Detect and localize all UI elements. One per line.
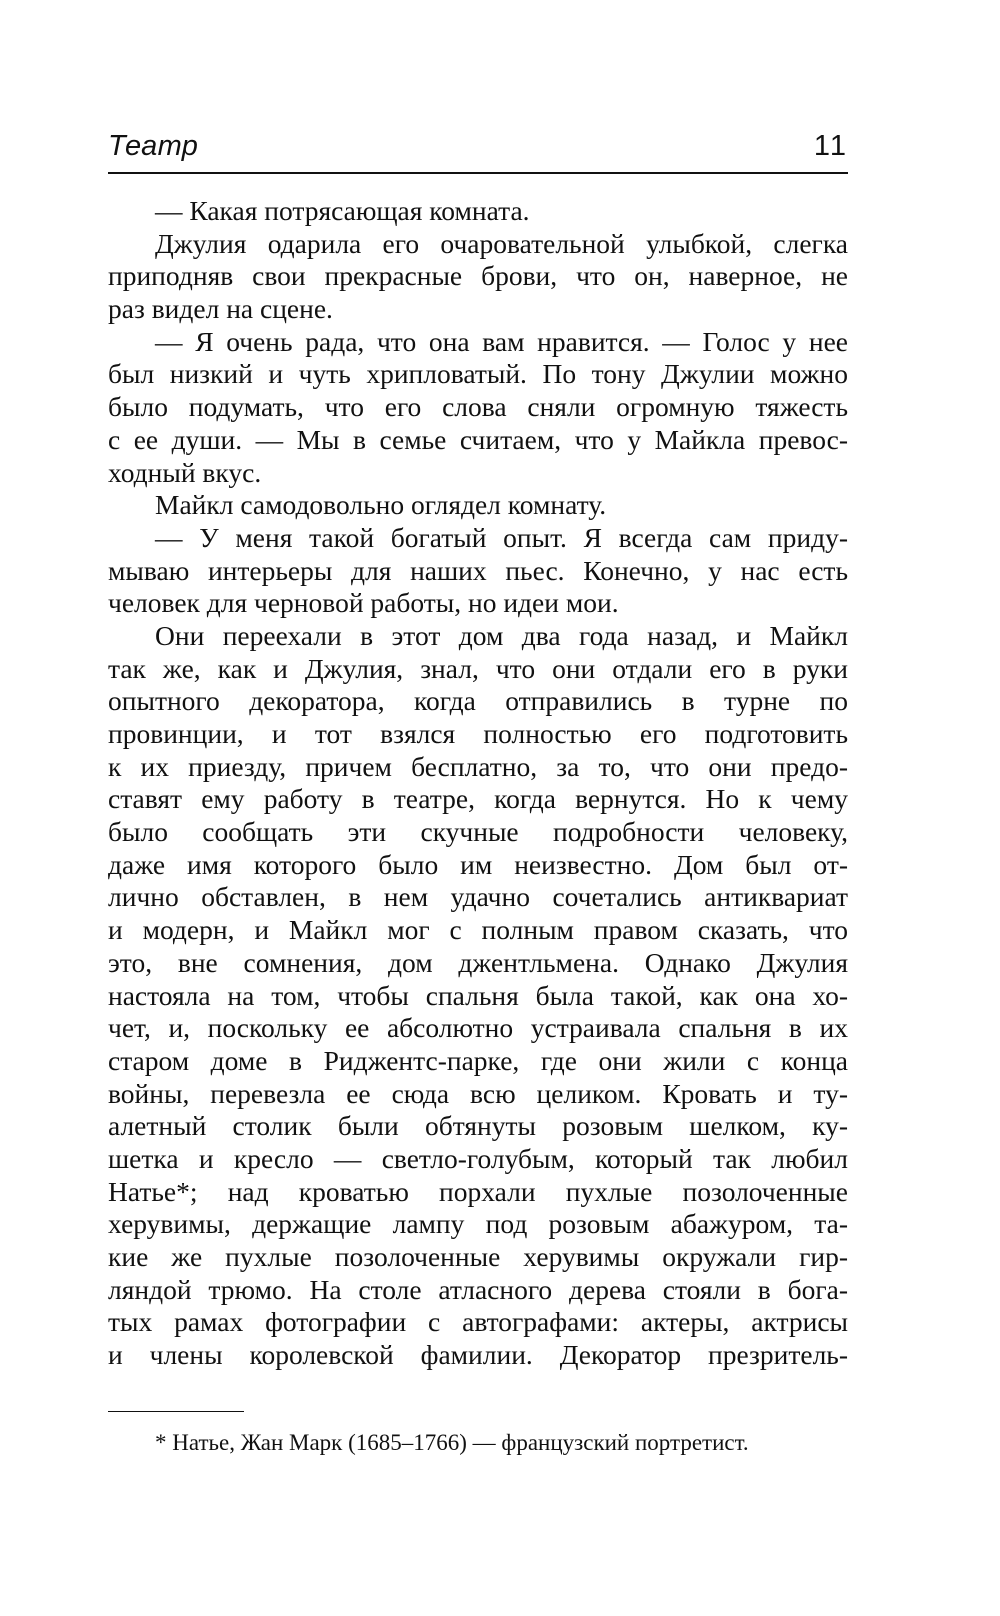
body-text bbox=[108, 195, 848, 1372]
text-line: раз видел на сцене. bbox=[108, 293, 333, 325]
book-title: Театр bbox=[108, 130, 199, 162]
text-line: тых рамах фотографии с автографами: актеры, актрисы bbox=[108, 1306, 848, 1338]
text-line: Майкл самодовольно оглядел комнату. bbox=[155, 489, 607, 521]
running-header bbox=[108, 128, 848, 174]
footnote-divider bbox=[108, 1411, 244, 1412]
text-line: — Я очень рада, что она вам нравится. — Голос у нее bbox=[155, 325, 848, 357]
text-line: ставят ему работу в театре, когда вернутся. Но к чему bbox=[108, 783, 848, 815]
text-line: и члены королевской фамилии. Декоратор презритель- bbox=[108, 1339, 848, 1371]
text-line: это, вне сомнения, дом джентльмена. Однако Джулия bbox=[108, 946, 848, 978]
text-line: и модерн, и Майкл мог с полным правом сказать, что bbox=[108, 914, 848, 946]
text-line: к их приезду, причем бесплатно, за то, что они предо- bbox=[108, 750, 848, 782]
text-line: с ее души. — Мы в семье считаем, что у Майкла превос- bbox=[108, 423, 848, 455]
text-line: Они переехали в этот дом два года назад, и Майкл bbox=[155, 619, 848, 651]
text-line: был низкий и чуть хрипловатый. По тону Джулии можно bbox=[108, 358, 848, 390]
text-line: провинции, и тот взялся полностью его подготовить bbox=[108, 718, 848, 749]
text-line: Натье*; над кроватью порхали пухлые позолоченные bbox=[108, 1175, 848, 1207]
text-line: шетка и кресло — светло-голубым, который так любил bbox=[108, 1142, 848, 1174]
text-line: человек для черновой работы, но идеи мои. bbox=[108, 587, 619, 619]
text-line: мываю интерьеры для наших пьес. Конечно, у нас есть bbox=[108, 554, 848, 586]
text-line: настояла на том, чтобы спальня была такой, как она хо- bbox=[108, 979, 848, 1011]
text-line: старом доме в Риджентс-парке, где они жили с конца bbox=[108, 1044, 848, 1076]
text-line: ляндой трюмо. На столе атласного дерева стояли в бога- bbox=[108, 1273, 848, 1305]
text-line: было подумать, что его слова сняли огромную тяжесть bbox=[108, 391, 848, 423]
text-line: Джулия одарила его очаровательной улыбкой, слегка bbox=[155, 227, 848, 259]
text-line: алетный столик были обтянуты розовым шелком, ку- bbox=[108, 1110, 848, 1142]
text-line: приподняв свои прекрасные брови, что он, наверное, не bbox=[108, 260, 848, 292]
text-line: было сообщать эти скучные подробности человеку, bbox=[108, 816, 848, 848]
text-line: — Какая потрясающая комната. bbox=[155, 195, 530, 226]
text-line: херувимы, держащие лампу под розовым абажуром, та- bbox=[108, 1208, 848, 1240]
page-number: 11 bbox=[813, 130, 848, 162]
text-line: так же, как и Джулия, знал, что они отдали его в руки bbox=[108, 652, 848, 684]
text-line: ходный вкус. bbox=[108, 456, 262, 488]
text-line: даже имя которого было им неизвестно. Дом был от- bbox=[108, 848, 848, 880]
text-line: войны, перевезла ее сюда всю целиком. Кровать и ту- bbox=[108, 1077, 848, 1109]
text-line: лично обставлен, в нем удачно сочетались антиквариат bbox=[108, 881, 848, 913]
footnote: * Натье, Жан Марк (1685–1766) — французский портретист. bbox=[155, 1430, 749, 1455]
text-line: чет, и, поскольку ее абсолютно устраивала спальня в их bbox=[108, 1012, 848, 1044]
text-line: опытного декоратора, когда отправились в турне по bbox=[108, 685, 848, 717]
text-line: кие же пухлые позолоченные херувимы окружали гир- bbox=[108, 1241, 848, 1272]
text-line: — У меня такой богатый опыт. Я всегда сам приду- bbox=[155, 521, 848, 553]
